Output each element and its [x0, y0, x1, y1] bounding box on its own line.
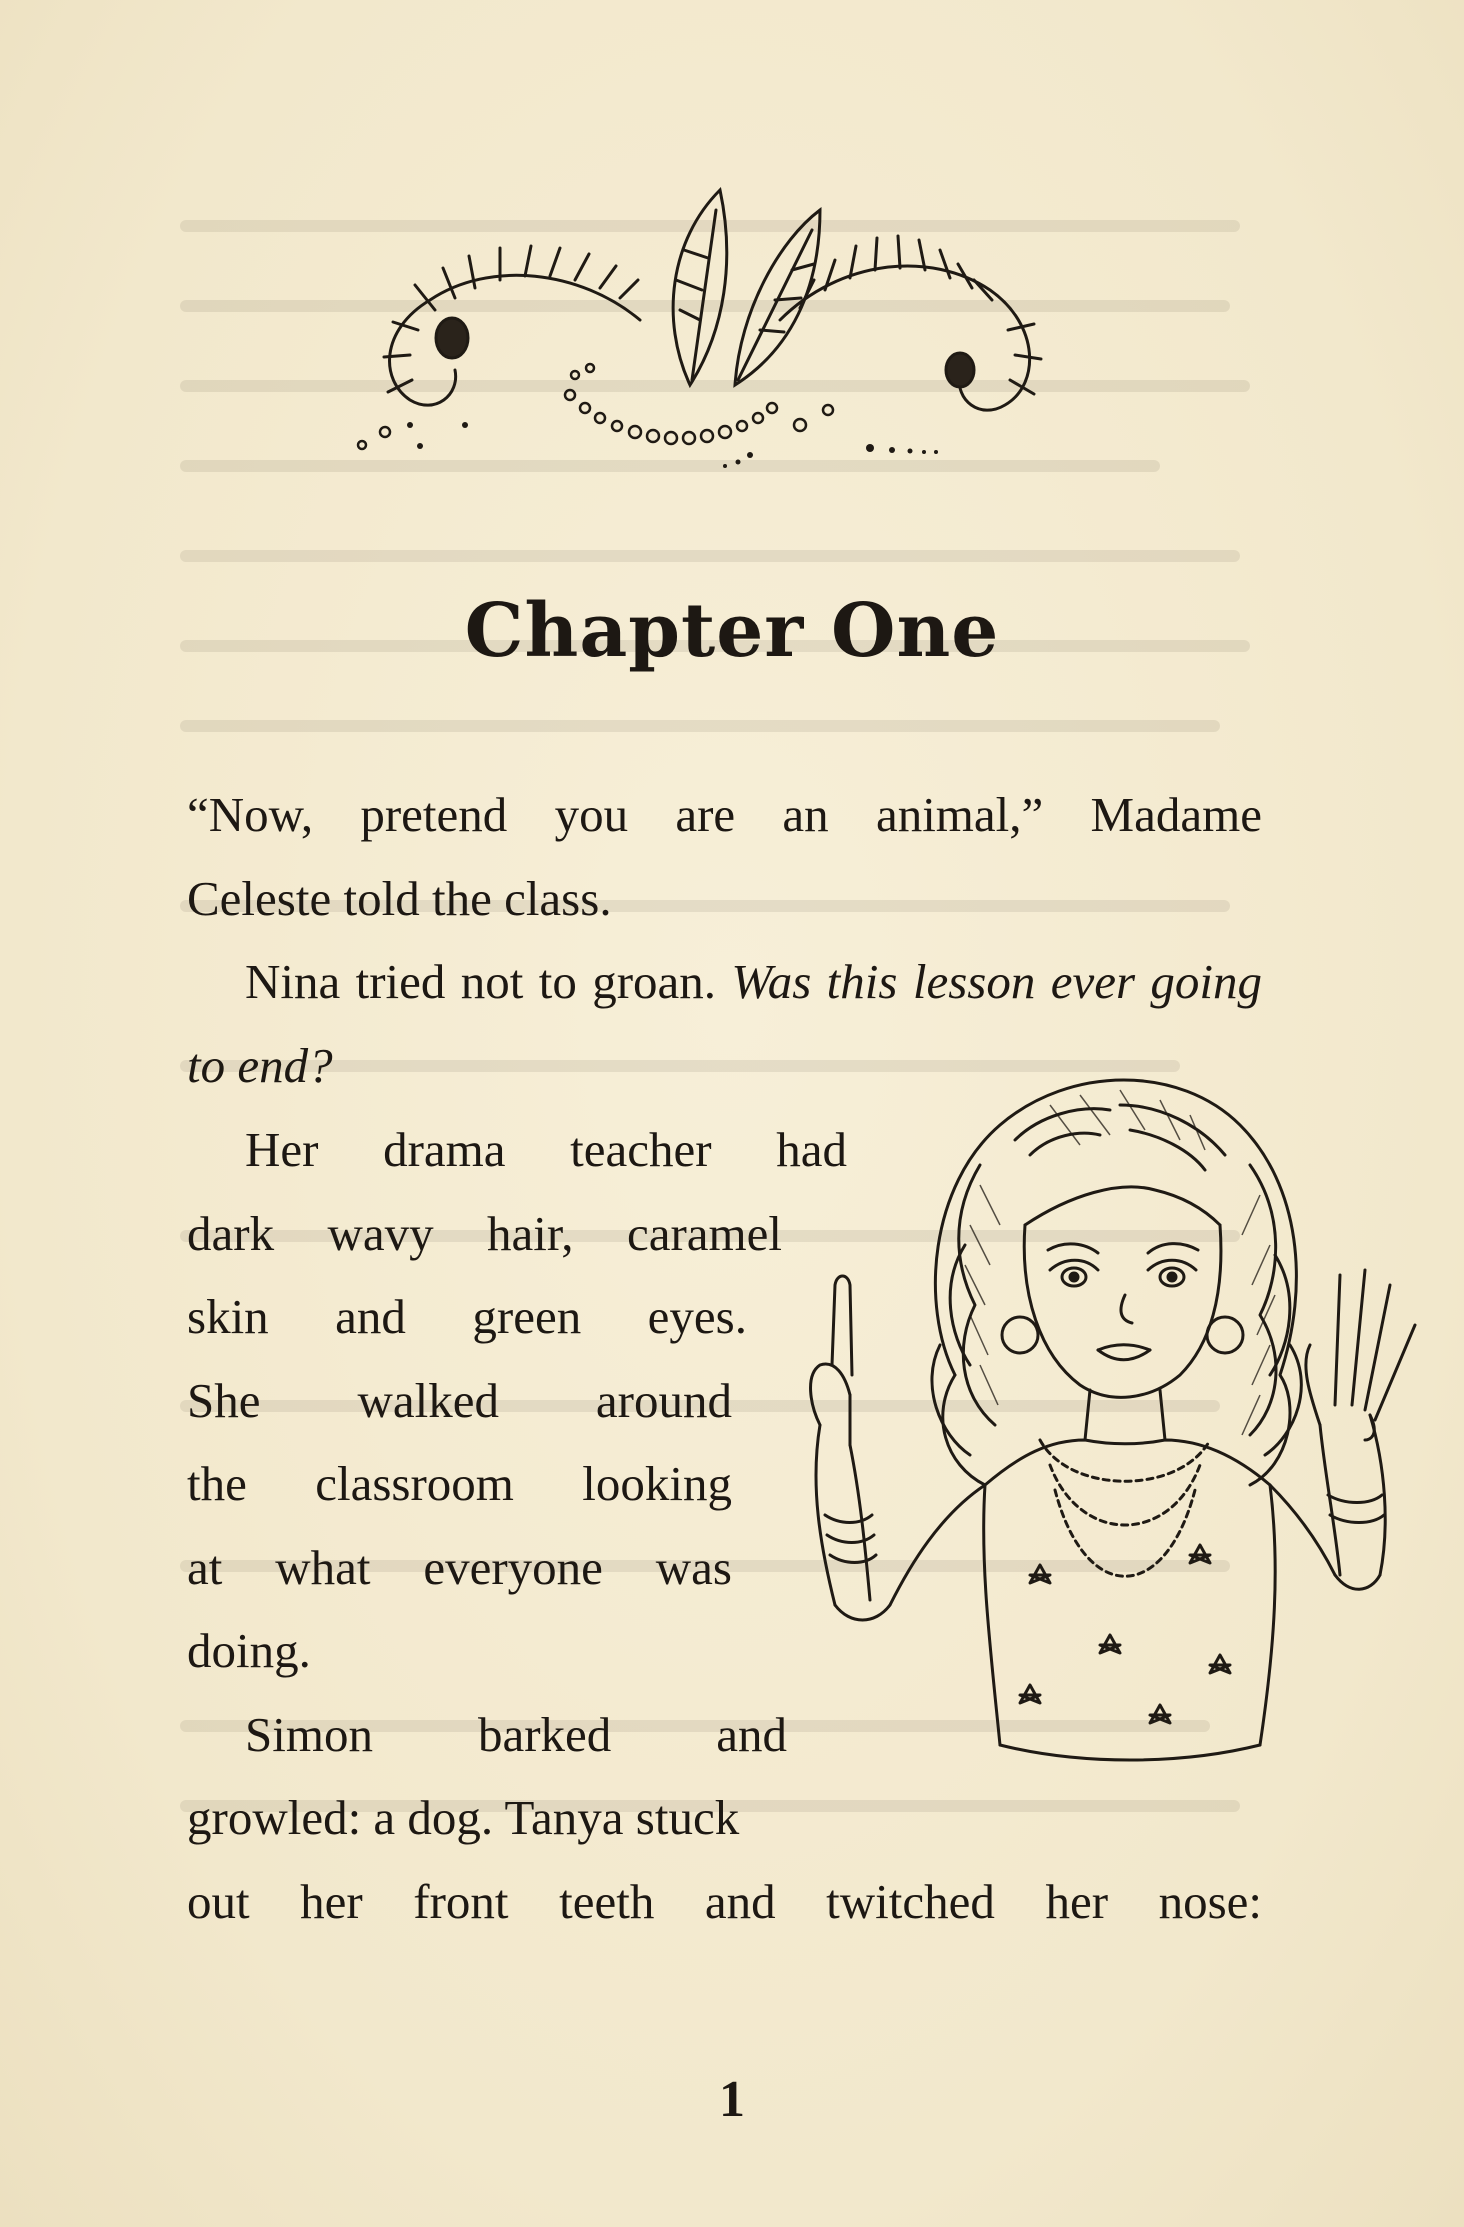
paragraph-3-line: doing.: [187, 1623, 311, 1678]
paragraph-2-italic-text: Was this lesson ever going to end?: [187, 954, 1262, 1093]
paragraph-2-text: Nina tried not to groan.: [245, 954, 732, 1009]
paragraph-3-line: She walked around: [187, 1372, 732, 1428]
paragraph-1: [187, 773, 1262, 940]
page-number: 1: [719, 2071, 745, 2128]
paragraph-4-line: Simon barked and: [245, 1706, 787, 1762]
paragraph-3-line: the classroom looking: [187, 1456, 732, 1511]
paragraph-4: [187, 1693, 847, 1860]
feather-flourish-icon: [340, 170, 1080, 500]
paragraph-4-line: growled: a dog. Tanya stuck: [187, 1790, 740, 1845]
girl-with-wavy-hair-icon: [780, 1045, 1430, 1855]
paragraph-3-line: at what everyone was: [187, 1539, 732, 1595]
paragraph-4-last-line: out her front teeth and twitched her nose:: [187, 1874, 1262, 1929]
body-text-wrapped: [187, 1108, 847, 1860]
paragraph-3-line: dark wavy hair, caramel: [187, 1205, 782, 1261]
paragraph-3-line: Her drama teacher had: [245, 1122, 847, 1177]
paragraph-1-line-2: Celeste told the class.: [187, 870, 612, 926]
paragraph-3-line: skin and green eyes.: [187, 1289, 747, 1344]
paragraph-1-line-1: “Now, pretend you are an animal,” Madame: [187, 787, 1262, 842]
body-text-bottom: [187, 1860, 1262, 1944]
chapter-title: Chapter One: [464, 588, 1000, 674]
paragraph-3: [187, 1108, 847, 1693]
